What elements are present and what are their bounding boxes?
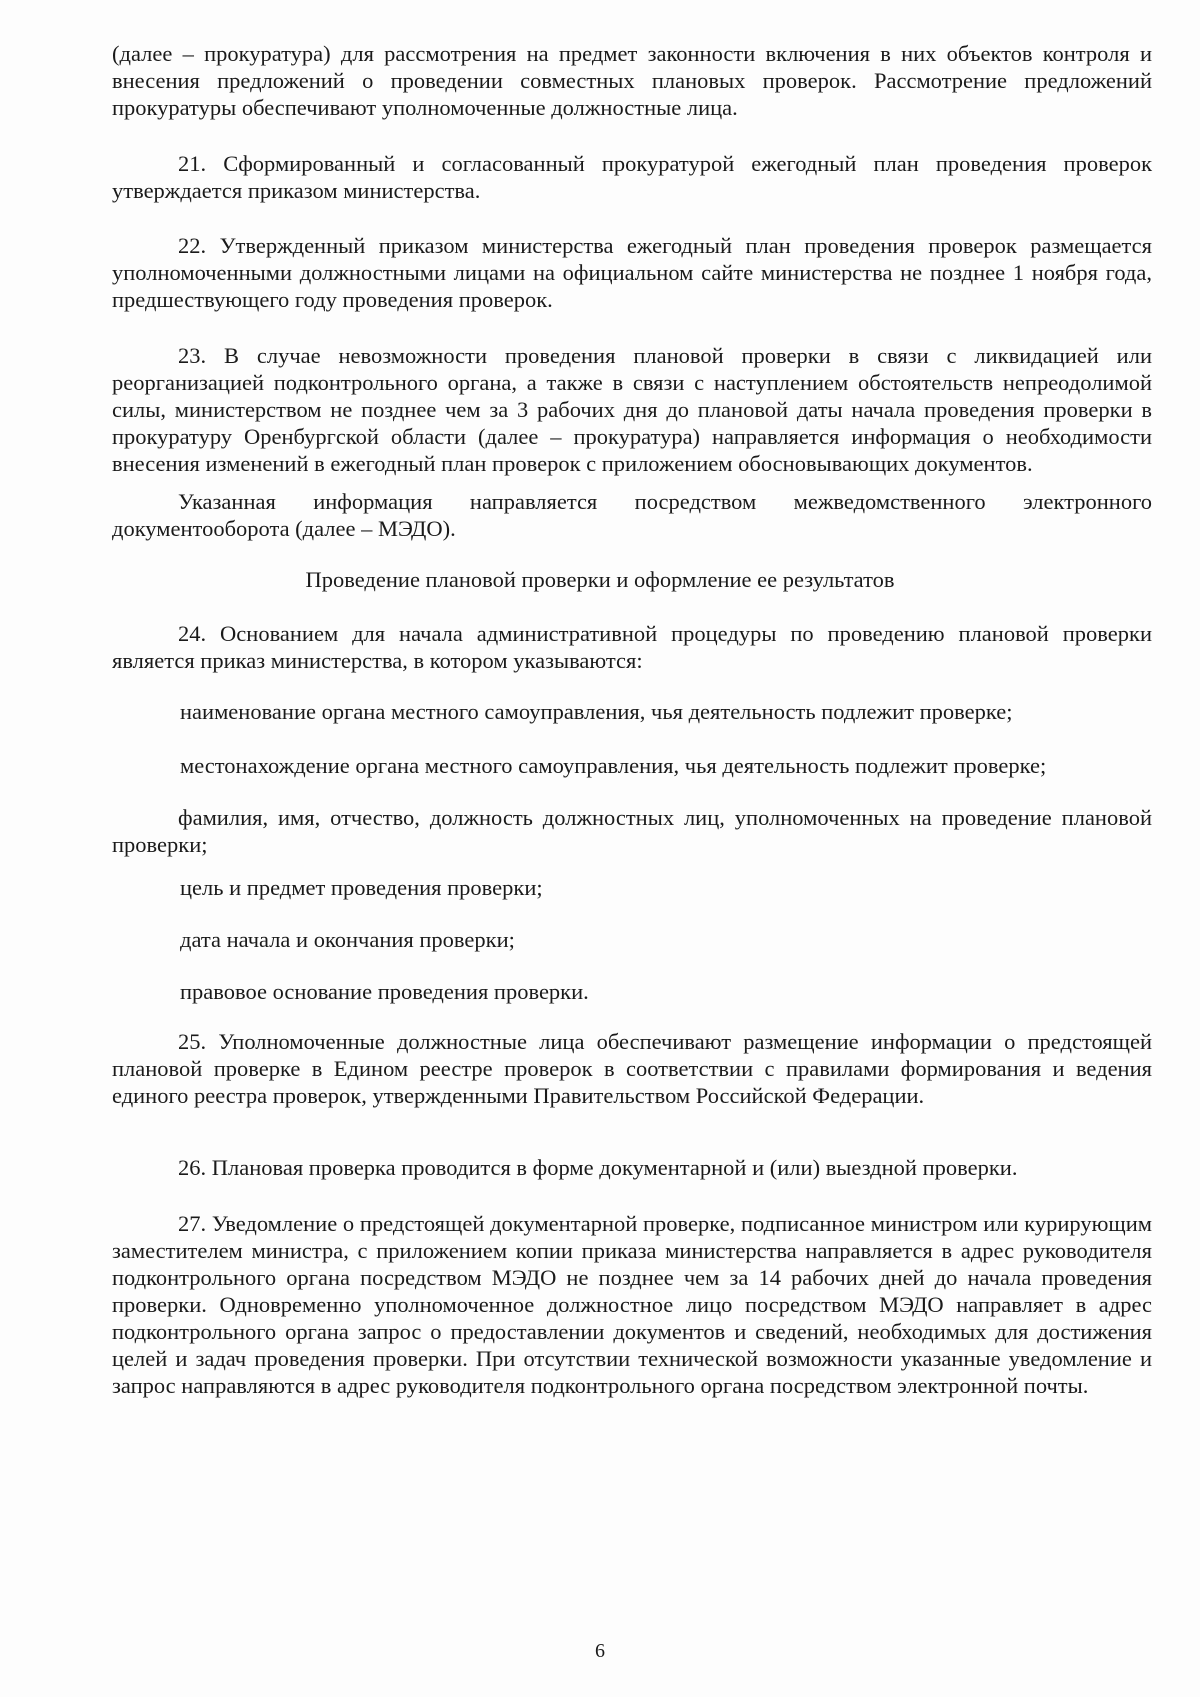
list-item: местонахождение органа местного самоуправления, чья деятельность подлежит проверке; <box>180 753 1047 778</box>
list-item: правовое основание проведения проверки. <box>180 979 589 1004</box>
paragraph-27: 27. Уведомление о предстоящей документарной проверке, подписанное министром или курирующим заместителем министра, с приложением копии приказа министерства направляется в адрес руководителя подконтрольного органа посредством МЭДО не позднее чем за 14 рабочих дней до начала проведения проверки. Одновременно уполномоченное должностное лицо посредством МЭДО направляет в адрес подконтрольного органа запрос о предоставлении документов и сведений, необходимых для достижения целей и задач проведения проверки. При отсутствии технической возможности указанные уведомление и запрос направляются в адрес руководителя подконтрольного органа посредством электронной почты. <box>112 1211 1152 1398</box>
list-item: дата начала и окончания проверки; <box>180 927 515 952</box>
paragraph-24: 24. Основанием для начала административной процедуры по проведению плановой проверки является приказ министерства, в котором указываются: <box>112 621 1152 673</box>
paragraph-26: 26. Плановая проверка проводится в форме документарной и (или) выездной проверки. <box>178 1155 1018 1180</box>
paragraph-25: 25. Уполномоченные должностные лица обеспечивают размещение информации о предстоящей плановой проверке в Едином реестре проверок в соответствии с правилами формирования и ведения единого реестра проверок, утвержденными Правительством Российской Федерации. <box>112 1029 1152 1108</box>
paragraph-22: 22. Утвержденный приказом министерства ежегодный план проведения проверок размещается уполномоченными должностными лицами на официальном сайте министерства не позднее 1 ноября года, предшествующего году проведения проверок. <box>112 233 1152 312</box>
page-number: 6 <box>595 1640 605 1662</box>
paragraph-23: 23. В случае невозможности проведения плановой проверки в связи с ликвидацией или реорганизацией подконтрольного органа, а также в связи с наступлением обстоятельств непреодолимой силы, министерством не позднее чем за 3 рабочих дня до плановой даты начала проведения проверки в прокуратуру Оренбургской области (далее – прокуратура) направляется информация о необходимости внесения изменений в ежегодный план проверок с приложением обосновывающих документов. <box>112 343 1152 476</box>
paragraph-21: 21. Сформированный и согласованный прокуратурой ежегодный план проведения проверок утверждается приказом министерства. <box>112 151 1152 203</box>
list-item: фамилия, имя, отчество, должность должностных лиц, уполномоченных на проведение плановой проверки; <box>112 805 1152 857</box>
list-item: цель и предмет проведения проверки; <box>180 875 543 900</box>
section-heading: Проведение плановой проверки и оформление ее результатов <box>305 567 895 592</box>
paragraph-23-info: Указанная информация направляется посредством межведомственного электронного документооборота (далее – МЭДО). <box>112 489 1152 541</box>
paragraph-intro: (далее – прокуратура) для рассмотрения на предмет законности включения в них объектов контроля и внесения предложений о проведении совместных плановых проверок. Рассмотрение предложений прокуратуры обеспечивают уполномоченные должностные лица. <box>112 41 1152 120</box>
list-item: наименование органа местного самоуправления, чья деятельность подлежит проверке; <box>180 699 1013 724</box>
